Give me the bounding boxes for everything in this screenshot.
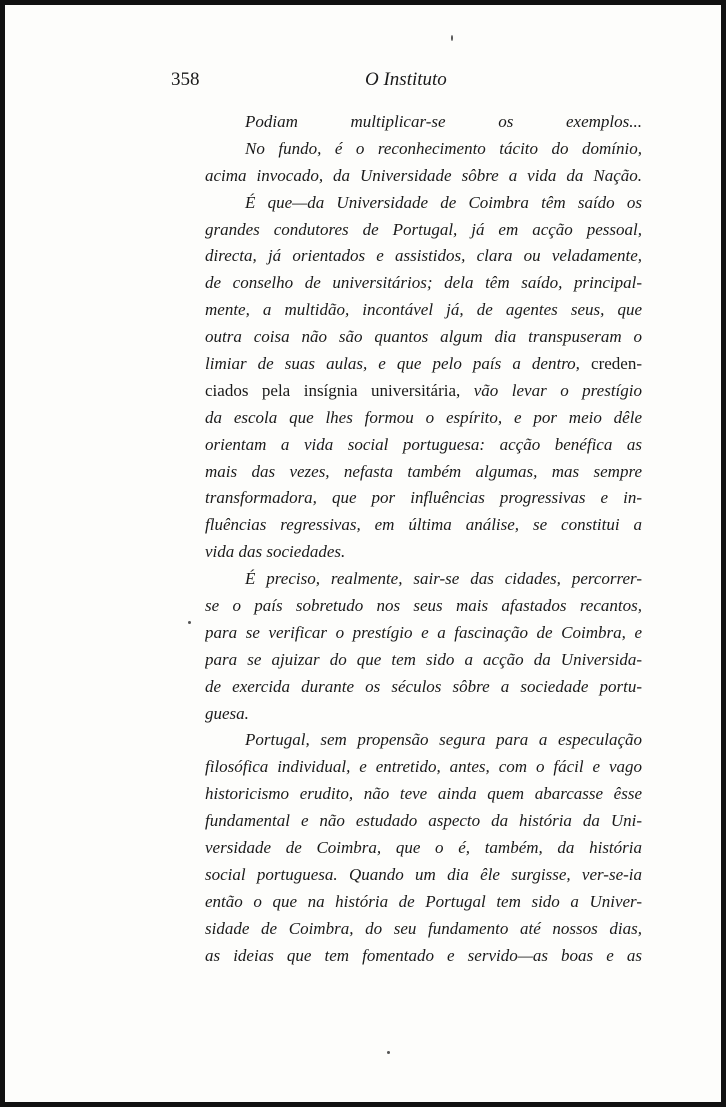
text-line: Podiam multiplicar-se os exemplos... [245, 112, 642, 131]
body-text [205, 109, 642, 970]
text-line: de conselho de universitários; dela têm saído, principal- [205, 273, 642, 293]
text-line: para se ajuizar do que tem sido a acção da Universida- [205, 649, 642, 669]
text-line: outra coisa não são quantos algum dia transpuseram o [205, 327, 642, 347]
text-line: limiar de suas aulas, e que pelo país a dentro, creden- [205, 354, 642, 374]
text-line: da escola que lhes formou o espírito, e por meio dêle [205, 407, 642, 427]
text-line: ciados pela insígnia universitária, vão levar o prestígio [205, 380, 642, 400]
text-line: sidade de Coimbra, do seu fundamento até nossos dias, [205, 918, 642, 938]
text-line: É preciso, realmente, sair-se das cidades, percorrer- [245, 569, 642, 589]
text-line: se o país sobretudo nos seus mais afastados recantos, [205, 596, 642, 616]
text-line: directa, já orientados e assistidos, clara ou veladamente, [205, 246, 642, 266]
text-line: orientam a vida social portuguesa: acção benéfica as [205, 434, 642, 454]
text-line: historicismo erudito, não teve ainda quem abarcasse êsse [205, 784, 642, 804]
scan-speck [188, 621, 191, 624]
scan-speck [387, 1051, 390, 1054]
running-title: O Instituto [365, 69, 447, 90]
text-line: social portuguesa. Quando um dia êle surgisse, ver-se-ia [205, 864, 642, 884]
text-line: então o que na história de Portugal tem sido a Univer- [205, 891, 642, 911]
text-line: mente, a multidão, incontável já, de agentes seus, que [205, 300, 642, 320]
text-line: vida das sociedades. [205, 542, 346, 562]
text-line: mais das vezes, nefasta também algumas, mas sempre [205, 461, 642, 481]
text-line: Portugal, sem propensão segura para a especulação [245, 730, 642, 750]
page-number: 358 [171, 69, 200, 90]
page-header [5, 65, 721, 95]
text-line: de exercida durante os séculos sôbre a sociedade portu- [205, 676, 642, 696]
text-line: É que—da Universidade de Coimbra têm saído os [245, 192, 642, 212]
text-line: fluências regressivas, em última análise, se constitui a [205, 515, 642, 535]
roman-text-span: ciados pela insígnia universitária, [205, 380, 461, 400]
text-line: No fundo, é o reconhecimento tácito do domínio, [245, 138, 642, 158]
text-line: guesa. [205, 703, 249, 723]
text-line: para se verificar o prestígio e a fascinação de Coimbra, e [205, 622, 642, 642]
roman-text-span: creden- [591, 354, 642, 374]
scan-speck [451, 35, 453, 41]
text-line: acima invocado, da Universidade sôbre a vida da Nação. [205, 165, 642, 185]
text-line: filosófica individual, e entretido, antes, com o fácil e vago [205, 757, 642, 777]
text-line: grandes condutores de Portugal, já em acção pessoal, [205, 219, 642, 239]
text-line: transformadora, que por influências progressivas e in- [205, 488, 642, 508]
text-line: fundamental e não estudado aspecto da história da Uni- [205, 811, 642, 831]
text-line: versidade de Coimbra, que o é, também, da história [205, 838, 642, 858]
text-line: as ideias que tem fomentado e servido—as boas e as [205, 945, 642, 965]
